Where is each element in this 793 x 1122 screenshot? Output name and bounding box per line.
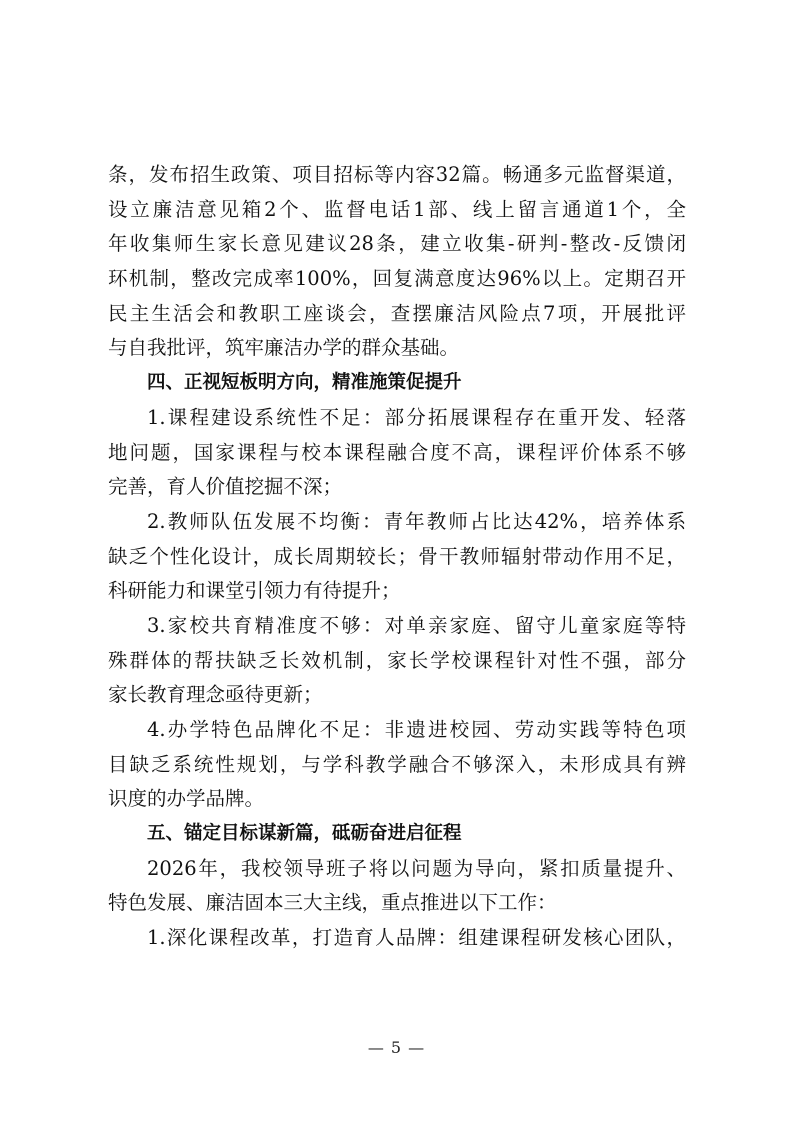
text-line: 识度的办学品牌。: [108, 787, 265, 811]
section-heading-5: 五、锚定目标谋新篇，砥砺奋进启征程: [147, 823, 462, 845]
text-line: 缺乏个性化设计，成长周期较长；骨干教师辐射带动作用不足，: [108, 544, 686, 568]
text-line: 1.深化课程改革，打造育人品牌：组建课程研发核心团队，: [147, 926, 686, 950]
text-line: 1.课程建设系统性不足：部分拓展课程存在重开发、轻落: [147, 405, 686, 429]
text-line: 2026年，我校领导班子将以问题为导向，紧扣质量提升、: [147, 856, 686, 880]
list-item-curriculum: [108, 401, 686, 505]
list-item-school-brand: [108, 713, 686, 817]
list-item-teachers: [108, 505, 686, 609]
list-item-home-school: [108, 609, 686, 713]
text-line: 环机制，整改完成率100%，回复满意度达96%以上。定期召开: [108, 267, 686, 291]
list-item-curriculum-reform: [108, 921, 686, 956]
document-body: [108, 158, 686, 956]
text-line: 条，发布招生政策、项目招标等内容32篇。畅通多元监督渠道，: [108, 163, 686, 186]
paragraph-2026-plan: [108, 852, 686, 921]
text-line: 科研能力和课堂引领力有待提升；: [108, 579, 401, 603]
text-line: 地问题，国家课程与校本课程融合度不高，课程评价体系不够: [108, 440, 686, 464]
text-line: 家长教育理念亟待更新；: [108, 683, 323, 707]
paragraph-supervision: [108, 158, 686, 366]
page-number: — 5 —: [367, 1038, 426, 1057]
text-line: 年收集师生家长意见建议28条，建立收集-研判-整改-反馈闭: [108, 232, 686, 256]
text-line: 民主生活会和教职工座谈会，查摆廉洁风险点7项，开展批评: [108, 301, 686, 325]
text-line: 特色发展、廉洁固本三大主线，重点推进以下工作：: [108, 891, 557, 915]
text-line: 目缺乏系统性规划，与学科教学融合不够深入，未形成具有辨: [108, 752, 686, 776]
text-line: 2.教师队伍发展不均衡：青年教师占比达42%，培养体系: [147, 509, 686, 533]
text-line: 完善，育人价值挖掘不深；: [108, 475, 343, 499]
section-heading-4: 四、正视短板明方向，精准施策促提升: [147, 372, 462, 394]
text-line: 4.办学特色品牌化不足：非遗进校园、劳动实践等特色项: [147, 718, 686, 741]
text-line: 与自我批评，筑牢廉洁办学的群众基础。: [108, 336, 460, 360]
text-line: 殊群体的帮扶缺乏长效机制，家长学校课程针对性不强，部分: [108, 648, 686, 672]
text-line: 3.家校共育精准度不够：对单亲家庭、留守儿童家庭等特: [147, 613, 686, 637]
text-line: 设立廉洁意见箱2个、监督电话1部、线上留言通道1个，全: [108, 197, 686, 221]
